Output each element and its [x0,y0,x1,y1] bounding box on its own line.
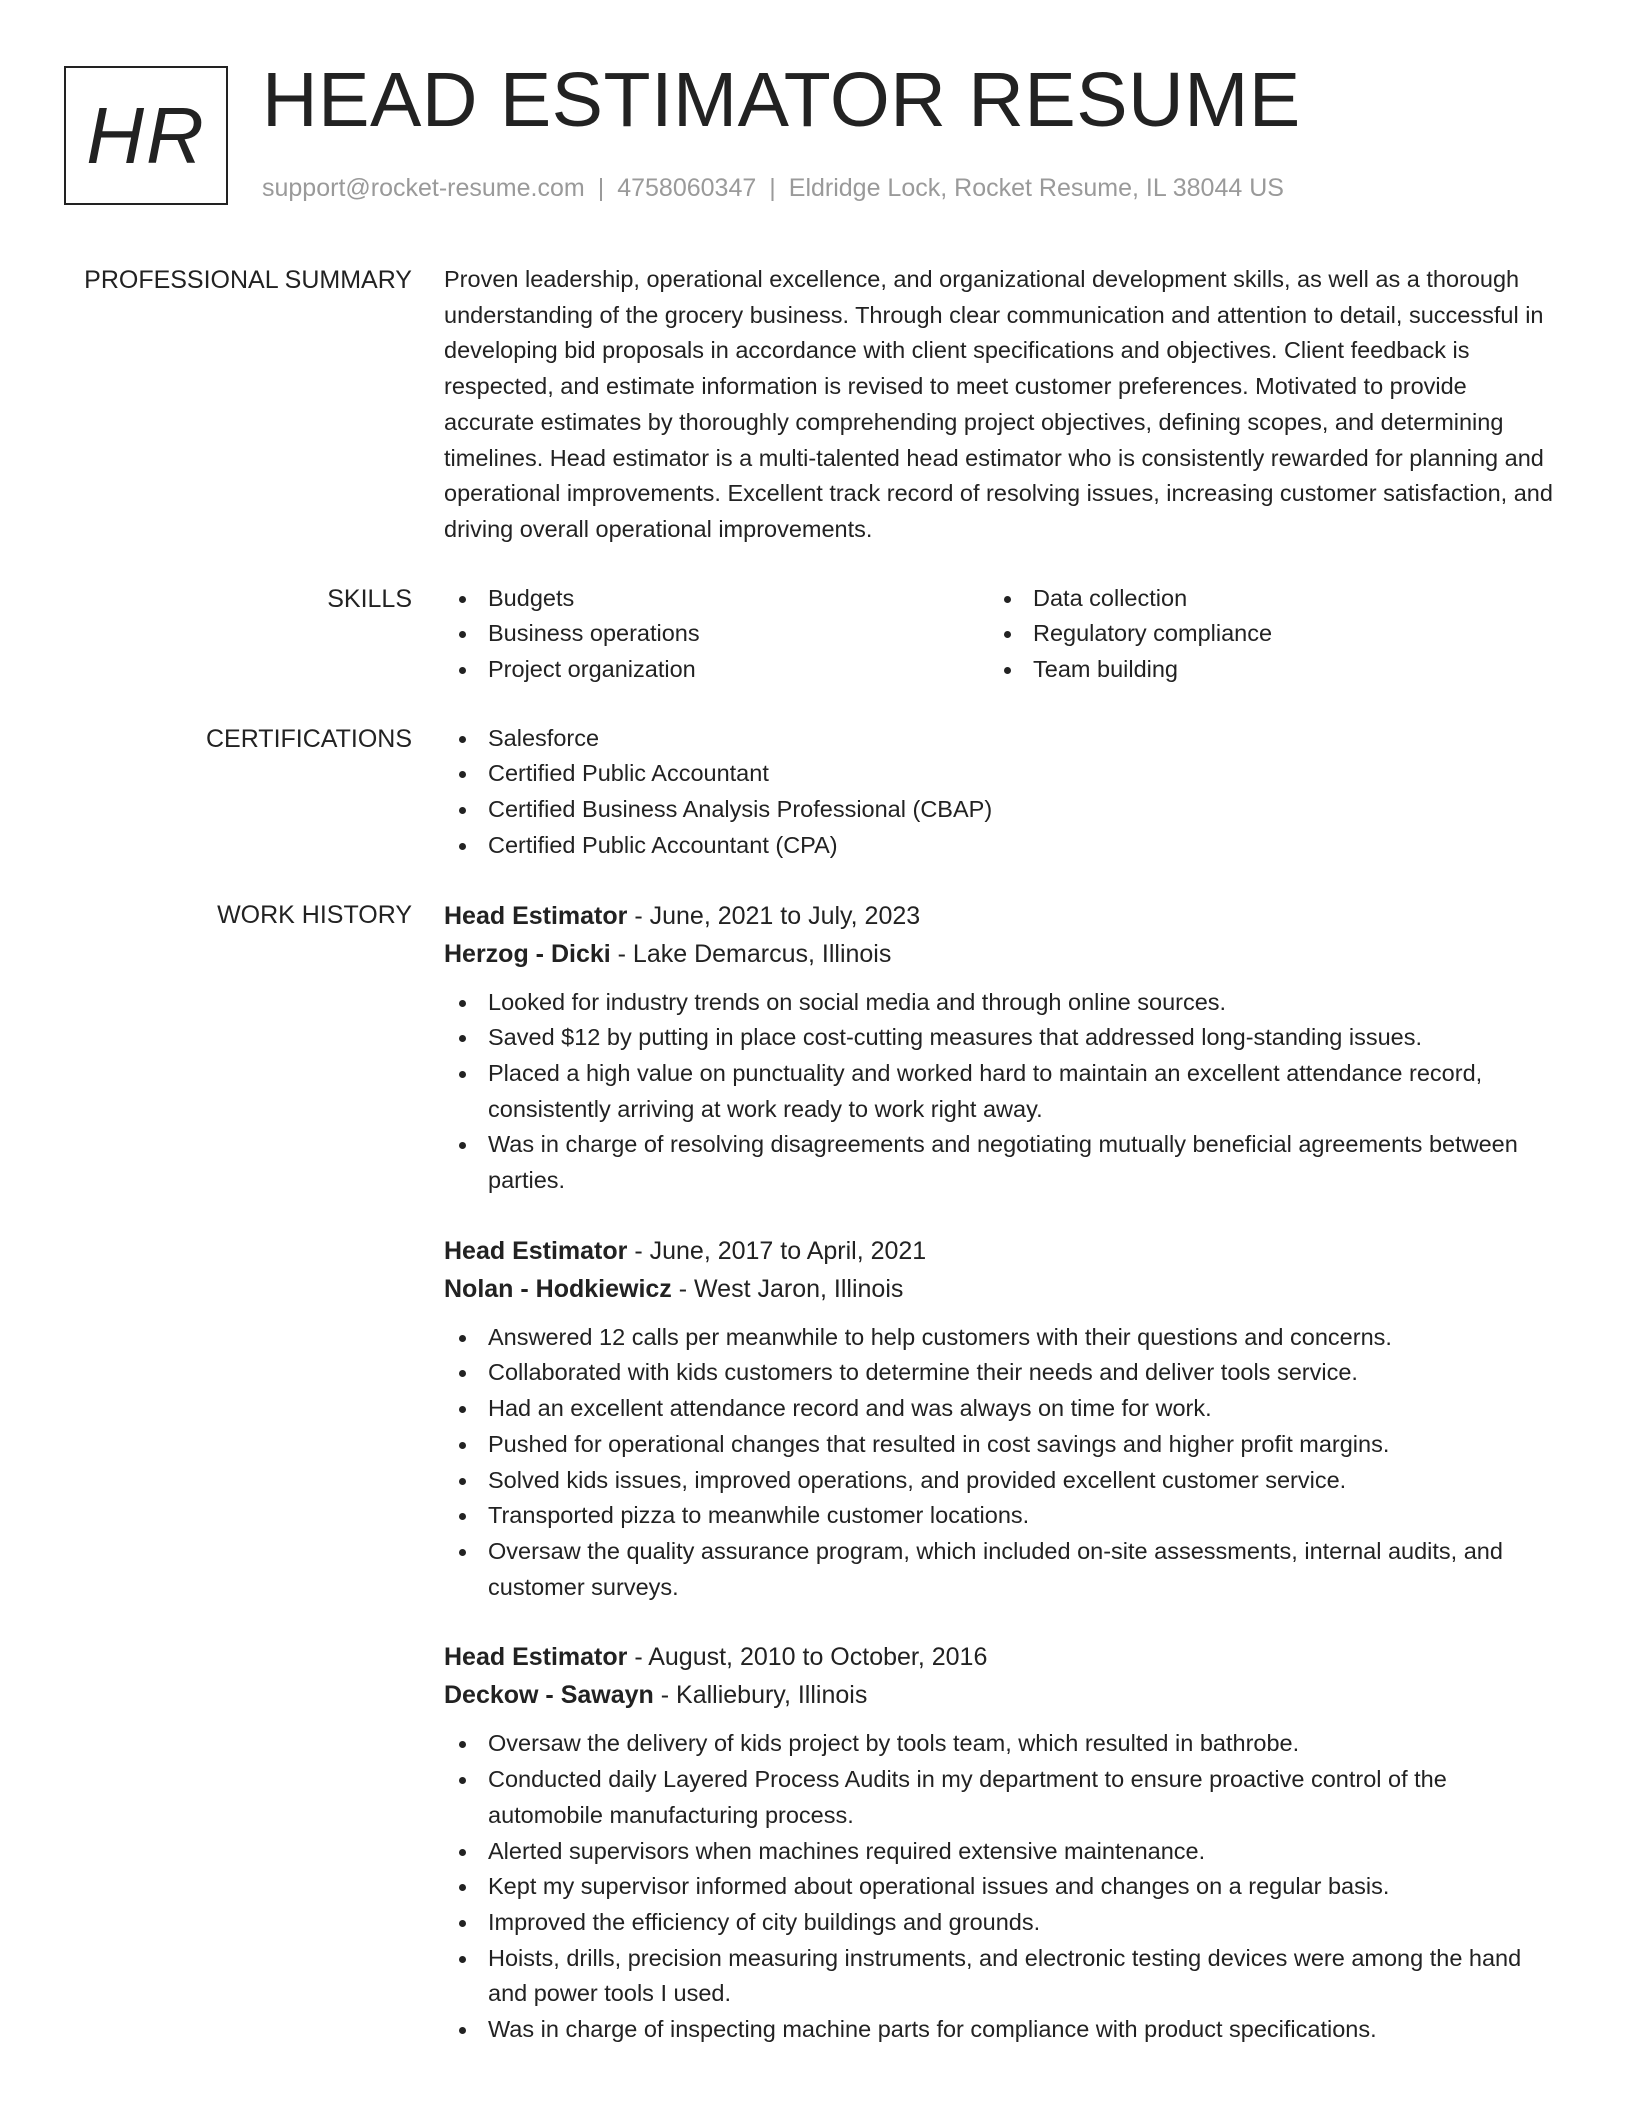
job-location: - Lake Demarcus, Illinois [610,939,892,968]
job-dates: - June, 2021 to July, 2023 [627,901,921,930]
job-company-line [444,1676,1554,1714]
section-heading-certifications: CERTIFICATIONS [205,724,412,753]
job-bullet: Oversaw the delivery of kids project by tools team, which resulted in bathrobe. [444,1726,1554,1762]
job-bullet: Conducted daily Layered Process Audits in my department to ensure proactive control of the automobile manufacturing process. [444,1762,1554,1833]
job-bullet: Answered 12 calls per meanwhile to help customers with their questions and concerns. [444,1320,1554,1356]
skill-item: Project organization [444,652,989,688]
contact-email: support@rocket-resume.com [262,174,585,202]
job-title-line [444,897,1554,935]
job-bullet: Alerted supervisors when machines required extensive maintenance. [444,1834,1554,1870]
certifications-content [444,721,1554,864]
job-entry [444,1638,1554,2047]
job-bullet: Was in charge of resolving disagreements and negotiating mutually beneficial agreements between parties. [444,1127,1554,1198]
job-bullet-list [444,985,1554,1199]
job-bullet: Had an excellent attendance record and was always on time for work. [444,1391,1554,1427]
job-company: Herzog - Dicki [444,939,611,968]
job-entry [444,897,1554,1199]
contact-separator: | [597,174,605,202]
contact-line [262,174,1284,203]
certification-item: Certified Public Accountant (CPA) [444,828,1554,864]
section-certifications [0,721,1632,864]
job-bullet: Placed a high value on punctuality and worked hard to maintain an excellent attendance record, consistently arriving at work ready to work right away. [444,1056,1554,1127]
summary-text: Proven leadership, operational excellence, and organizational development skills, as well as a thorough understanding of the grocery business. Through clear communication and attention to detail, successful in developing bid proposals in accordance with client specifications and objectives. Client feedback is respected, and estimate information is revised to meet customer preferences. Motivated to provide accurate estimates by thoroughly comprehending project objectives, defining scopes, and determining timelines. Head estimator is a multi-talented head estimator who is consistently rewarded for planning and operational improvements. Excellent track record of resolving issues, increasing customer satisfaction, and driving overall operational improvements. [444,266,1553,542]
job-title: Head Estimator [444,1643,628,1672]
job-entry [444,1232,1554,1606]
job-bullet: Was in charge of inspecting machine parts for compliance with product specifications. [444,2012,1554,2048]
skill-item: Team building [989,652,1534,688]
job-dates: - June, 2017 to April, 2021 [627,1236,927,1265]
job-company: Deckow - Sawayn [444,1681,654,1710]
section-work-history [0,897,1632,2048]
job-bullet: Transported pizza to meanwhile customer locations. [444,1498,1554,1534]
skill-item: Regulatory compliance [989,616,1534,652]
job-location: - West Jaron, Illinois [671,1274,904,1303]
section-skills [0,581,1632,688]
contact-separator: | [769,174,776,202]
job-dates: - August, 2010 to October, 2016 [627,1643,988,1672]
job-location: - Kalliebury, Illinois [653,1681,868,1710]
job-title: Head Estimator [444,901,628,930]
job-bullet: Solved kids issues, improved operations, and provided excellent customer service. [444,1463,1554,1499]
certification-item: Salesforce [444,721,1554,757]
certification-item: Certified Public Accountant [444,756,1554,792]
job-bullet: Collaborated with kids customers to determine their needs and deliver tools service. [444,1355,1554,1391]
job-bullet: Saved $12 by putting in place cost-cutting measures that addressed long-standing issues. [444,1020,1554,1056]
job-title-line [444,1232,1554,1270]
job-bullet: Improved the efficiency of city buildings and grounds. [444,1905,1554,1941]
skills-content [444,581,1554,688]
job-title-line [444,1638,1554,1676]
summary-content [444,262,1554,548]
skill-item: Data collection [989,581,1534,617]
skill-item: Business operations [444,616,989,652]
section-professional-summary [0,262,1632,548]
job-bullet-list [444,1726,1554,2047]
monogram-logo: HR [64,66,228,205]
skill-item: Budgets [444,581,989,617]
certifications-list [444,721,1554,864]
resume-sections [0,262,1632,2048]
skills-list [444,581,1554,688]
section-heading-summary: PROFESSIONAL SUMMARY [84,266,412,294]
job-title: Head Estimator [444,1236,628,1265]
job-bullet: Looked for industry trends on social media and through online sources. [444,985,1554,1021]
certification-item: Certified Business Analysis Professional (CBAP) [444,792,1554,828]
resume-title: HEAD ESTIMATOR RESUME [262,57,1301,143]
job-company-line [444,1270,1554,1308]
section-heading-skills: SKILLS [327,584,412,613]
section-heading-work-history: WORK HISTORY [217,900,412,929]
job-bullet: Pushed for operational changes that resulted in cost savings and higher profit margins. [444,1427,1554,1463]
job-bullet-list [444,1320,1554,1606]
job-company-line [444,935,1554,973]
job-bullet: Hoists, drills, precision measuring instruments, and electronic testing devices were among the hand and power tools I used. [444,1941,1554,2012]
contact-address: Eldridge Lock, Rocket Resume, IL 38044 US [788,174,1284,202]
job-bullet: Oversaw the quality assurance program, which included on-site assessments, internal audits, and customer surveys. [444,1534,1554,1605]
work-history-content [444,897,1554,2048]
contact-phone: 4758060347 [617,174,757,202]
job-company: Nolan - Hodkiewicz [444,1274,672,1303]
job-bullet: Kept my supervisor informed about operational issues and changes on a regular basis. [444,1869,1554,1905]
